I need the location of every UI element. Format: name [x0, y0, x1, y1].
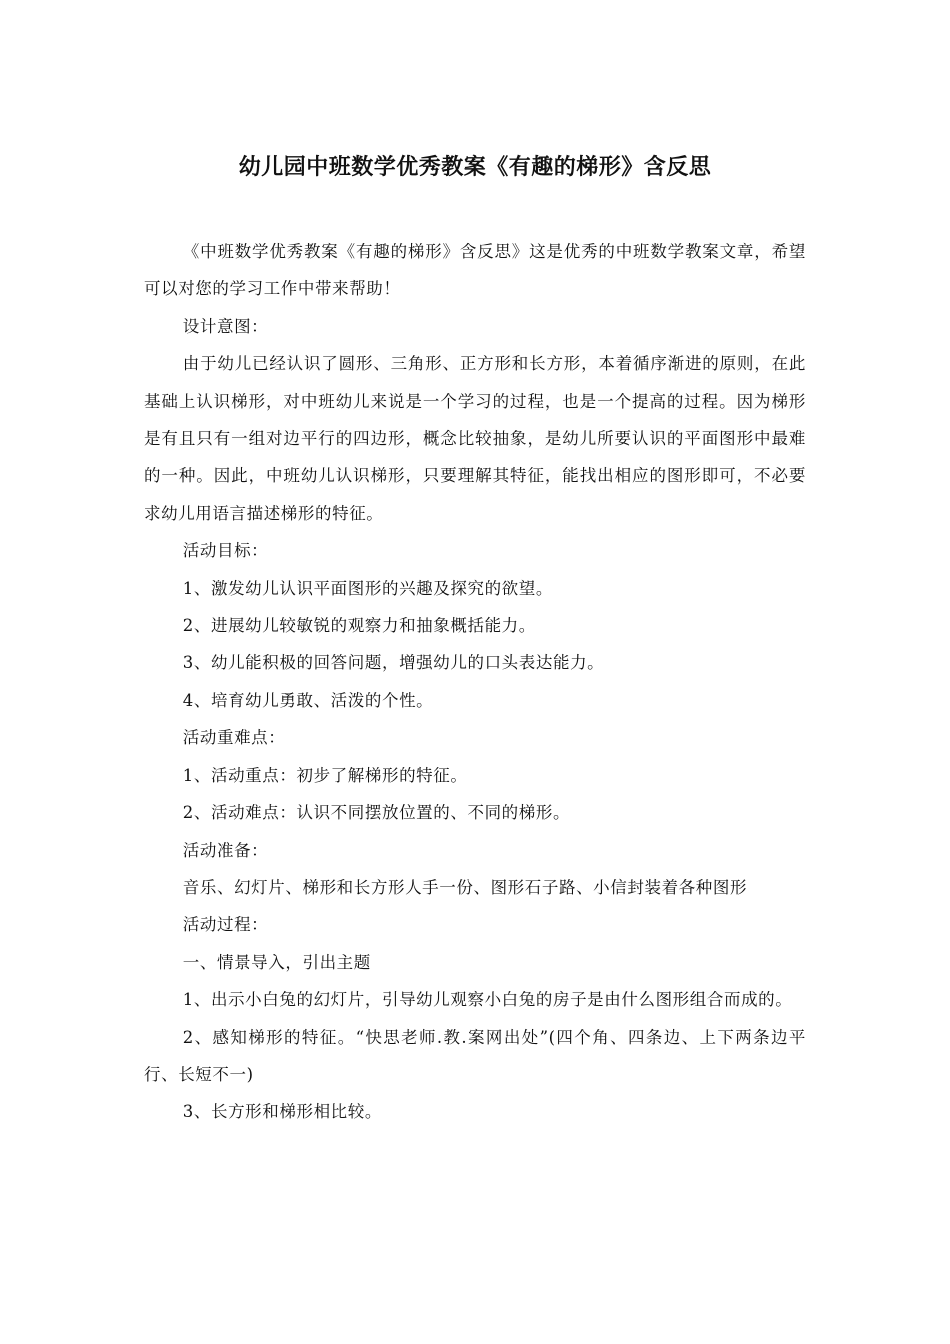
- list-item-key-point-1: 1、活动重点：初步了解梯形的特征。: [182, 765, 468, 785]
- heading-activity-goals: 活动目标：: [182, 541, 269, 561]
- subheading-process-1: 一、情景导入，引出主题: [182, 952, 371, 972]
- paragraph-intro: 《中班数学优秀教案《有趣的梯形》含反思》这是优秀的中班数学教案文章，希望可以对您的学习工作中带来帮助！: [144, 242, 806, 299]
- document-title: 幼儿园中班数学优秀教案《有趣的梯形》含反思: [238, 155, 712, 180]
- list-item-key-point-2: 2、活动难点：认识不同摆放位置的、不同的梯形。: [182, 803, 571, 823]
- heading-design-intent: 设计意图：: [182, 316, 269, 336]
- heading-process: 活动过程：: [182, 915, 269, 935]
- list-item-process-3: 3、长方形和梯形相比较。: [182, 1102, 382, 1122]
- document-body: [144, 233, 806, 1131]
- list-item-process-2: 2、感知梯形的特征。“快思老师.教.案网出处”(四个角、四条边、上下两条边平行、长短不一): [144, 1027, 806, 1084]
- heading-preparation: 活动准备：: [182, 840, 269, 860]
- list-item-goal-3: 3、幼儿能积极的回答问题，增强幼儿的口头表达能力。: [182, 653, 605, 673]
- list-item-goal-4: 4、培育幼儿勇敢、活泼的个性。: [182, 690, 434, 710]
- list-item-goal-2: 2、进展幼儿较敏锐的观察力和抽象概括能力。: [182, 616, 536, 636]
- list-item-process-1: 1、出示小白兔的幻灯片，引导幼儿观察小白兔的房子是由什么图形组合而成的。: [182, 990, 793, 1010]
- paragraph-preparation: 音乐、幻灯片、梯形和长方形人手一份、图形石子路、小信封装着各种图形: [182, 877, 748, 897]
- paragraph-design-intent: 由于幼儿已经认识了圆形、三角形、正方形和长方形，本着循序渐进的原则，在此基础上认识梯形，对中班幼儿来说是一个学习的过程，也是一个提高的过程。因为梯形是有且只有一组对边平行的四边形，概念比较抽象，是幼儿所要认识的平面图形中最难的一种。因此，中班幼儿认识梯形，只要理解其特征，能找出相应的图形即可，不必要求幼儿用语言描述梯形的特征。: [144, 354, 806, 523]
- list-item-goal-1: 1、激发幼儿认识平面图形的兴趣及探究的欲望。: [182, 578, 553, 598]
- heading-key-points: 活动重难点：: [182, 728, 286, 748]
